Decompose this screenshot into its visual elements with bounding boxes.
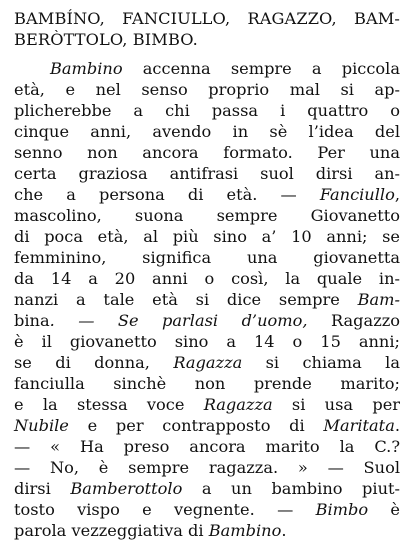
heading-line-2: BERÒTTOLO, BIMBO. bbox=[14, 30, 198, 49]
entry-text: femminino, significa una giovanetta bbox=[14, 248, 400, 267]
entry-text: cinque anni, avendo in sè l’idea del bbox=[14, 122, 400, 141]
heading-line-1: BAMBÍNO, FANCIULLO, RAGAZZO, BAM- bbox=[14, 9, 400, 28]
entry-line bbox=[14, 331, 400, 352]
headword-reference: Ragazza bbox=[203, 395, 273, 414]
entry-line bbox=[14, 121, 400, 142]
entry-text: e la stessa voce bbox=[14, 395, 204, 414]
entry-line bbox=[14, 310, 400, 331]
entry-line bbox=[14, 415, 400, 436]
entry-line bbox=[14, 478, 400, 499]
entry-line bbox=[14, 394, 400, 415]
entry-text: è il giovanetto sino a 14 o 15 anni; bbox=[14, 332, 400, 351]
entry-text: a un bambino piut- bbox=[182, 479, 400, 498]
entry-text: fanciulla sinchè non prende marito; bbox=[14, 374, 400, 393]
entry-heading bbox=[14, 8, 400, 50]
entry-text: parola vezzeggiativa di bbox=[14, 521, 209, 540]
headword-reference: Maritata bbox=[323, 416, 395, 435]
entry-line bbox=[14, 142, 400, 163]
entry-text: bina bbox=[14, 311, 50, 330]
headword-reference: . — Se parlasi d’uomo, bbox=[49, 311, 331, 330]
entry-text: certa graziosa antifrasi suol dirsi an- bbox=[14, 164, 400, 183]
entry-line bbox=[14, 184, 400, 205]
entry-text: mascolino, suona sempre Giovanetto bbox=[14, 206, 400, 225]
entry-text: che a persona di età. — bbox=[14, 185, 320, 204]
entry-text: accenna sempre a piccola bbox=[122, 59, 400, 78]
entry-text: senno non ancora formato. Per una bbox=[14, 143, 400, 162]
entry-text: — « Ha preso ancora marito la C.? bbox=[14, 437, 400, 456]
entry-text: . bbox=[394, 416, 400, 435]
entry-line bbox=[14, 205, 400, 226]
entry-text: , bbox=[394, 185, 400, 204]
entry-text: dirsi bbox=[14, 479, 71, 498]
entry-text: . bbox=[281, 521, 287, 540]
headword-reference: Bambino bbox=[50, 59, 123, 78]
headword-reference: Fanciullo bbox=[319, 185, 395, 204]
entry-line bbox=[14, 289, 400, 310]
entry-line bbox=[14, 163, 400, 184]
entry-line bbox=[14, 268, 400, 289]
entry-body bbox=[14, 58, 400, 541]
entry-text: da 14 a 20 anni o così, la quale in- bbox=[14, 269, 400, 288]
entry-line bbox=[14, 79, 400, 100]
headword-reference: Bam- bbox=[357, 290, 400, 309]
entry-line bbox=[14, 100, 400, 121]
entry-text: e per contrapposto di bbox=[68, 416, 324, 435]
entry-text: è bbox=[368, 500, 400, 519]
entry-text: tosto vispo e vegnente. — bbox=[14, 500, 316, 519]
entry-line bbox=[14, 352, 400, 373]
entry-line bbox=[14, 457, 400, 478]
headword-reference: Bamberottolo bbox=[70, 479, 183, 498]
entry-line bbox=[14, 436, 400, 457]
entry-line bbox=[14, 58, 400, 79]
entry-line bbox=[14, 373, 400, 394]
entry-text: Ragazzo bbox=[330, 311, 400, 330]
entry-text: età, e nel senso proprio mal si ap- bbox=[14, 80, 400, 99]
entry-text: si chiama la bbox=[242, 353, 400, 372]
entry-text: — No, è sempre ragazza. » — Suol bbox=[14, 458, 400, 477]
headword-reference: Bambino bbox=[208, 521, 282, 540]
entry-line bbox=[14, 247, 400, 268]
headword-reference: Bimbo bbox=[315, 500, 369, 519]
entry-text: si usa per bbox=[272, 395, 401, 414]
entry-text: nanzi a tale età si dice sempre bbox=[14, 290, 358, 309]
entry-line bbox=[14, 499, 400, 520]
entry-line bbox=[14, 226, 400, 247]
entry-text: plicherebbe a chi passa i quattro o bbox=[14, 101, 400, 120]
headword-reference: Nubile bbox=[14, 416, 69, 435]
entry-text: di poca età, al più sino a’ 10 anni; se bbox=[14, 227, 400, 246]
entry-text: se di donna, bbox=[14, 353, 174, 372]
headword-reference: Ragazza bbox=[173, 353, 243, 372]
